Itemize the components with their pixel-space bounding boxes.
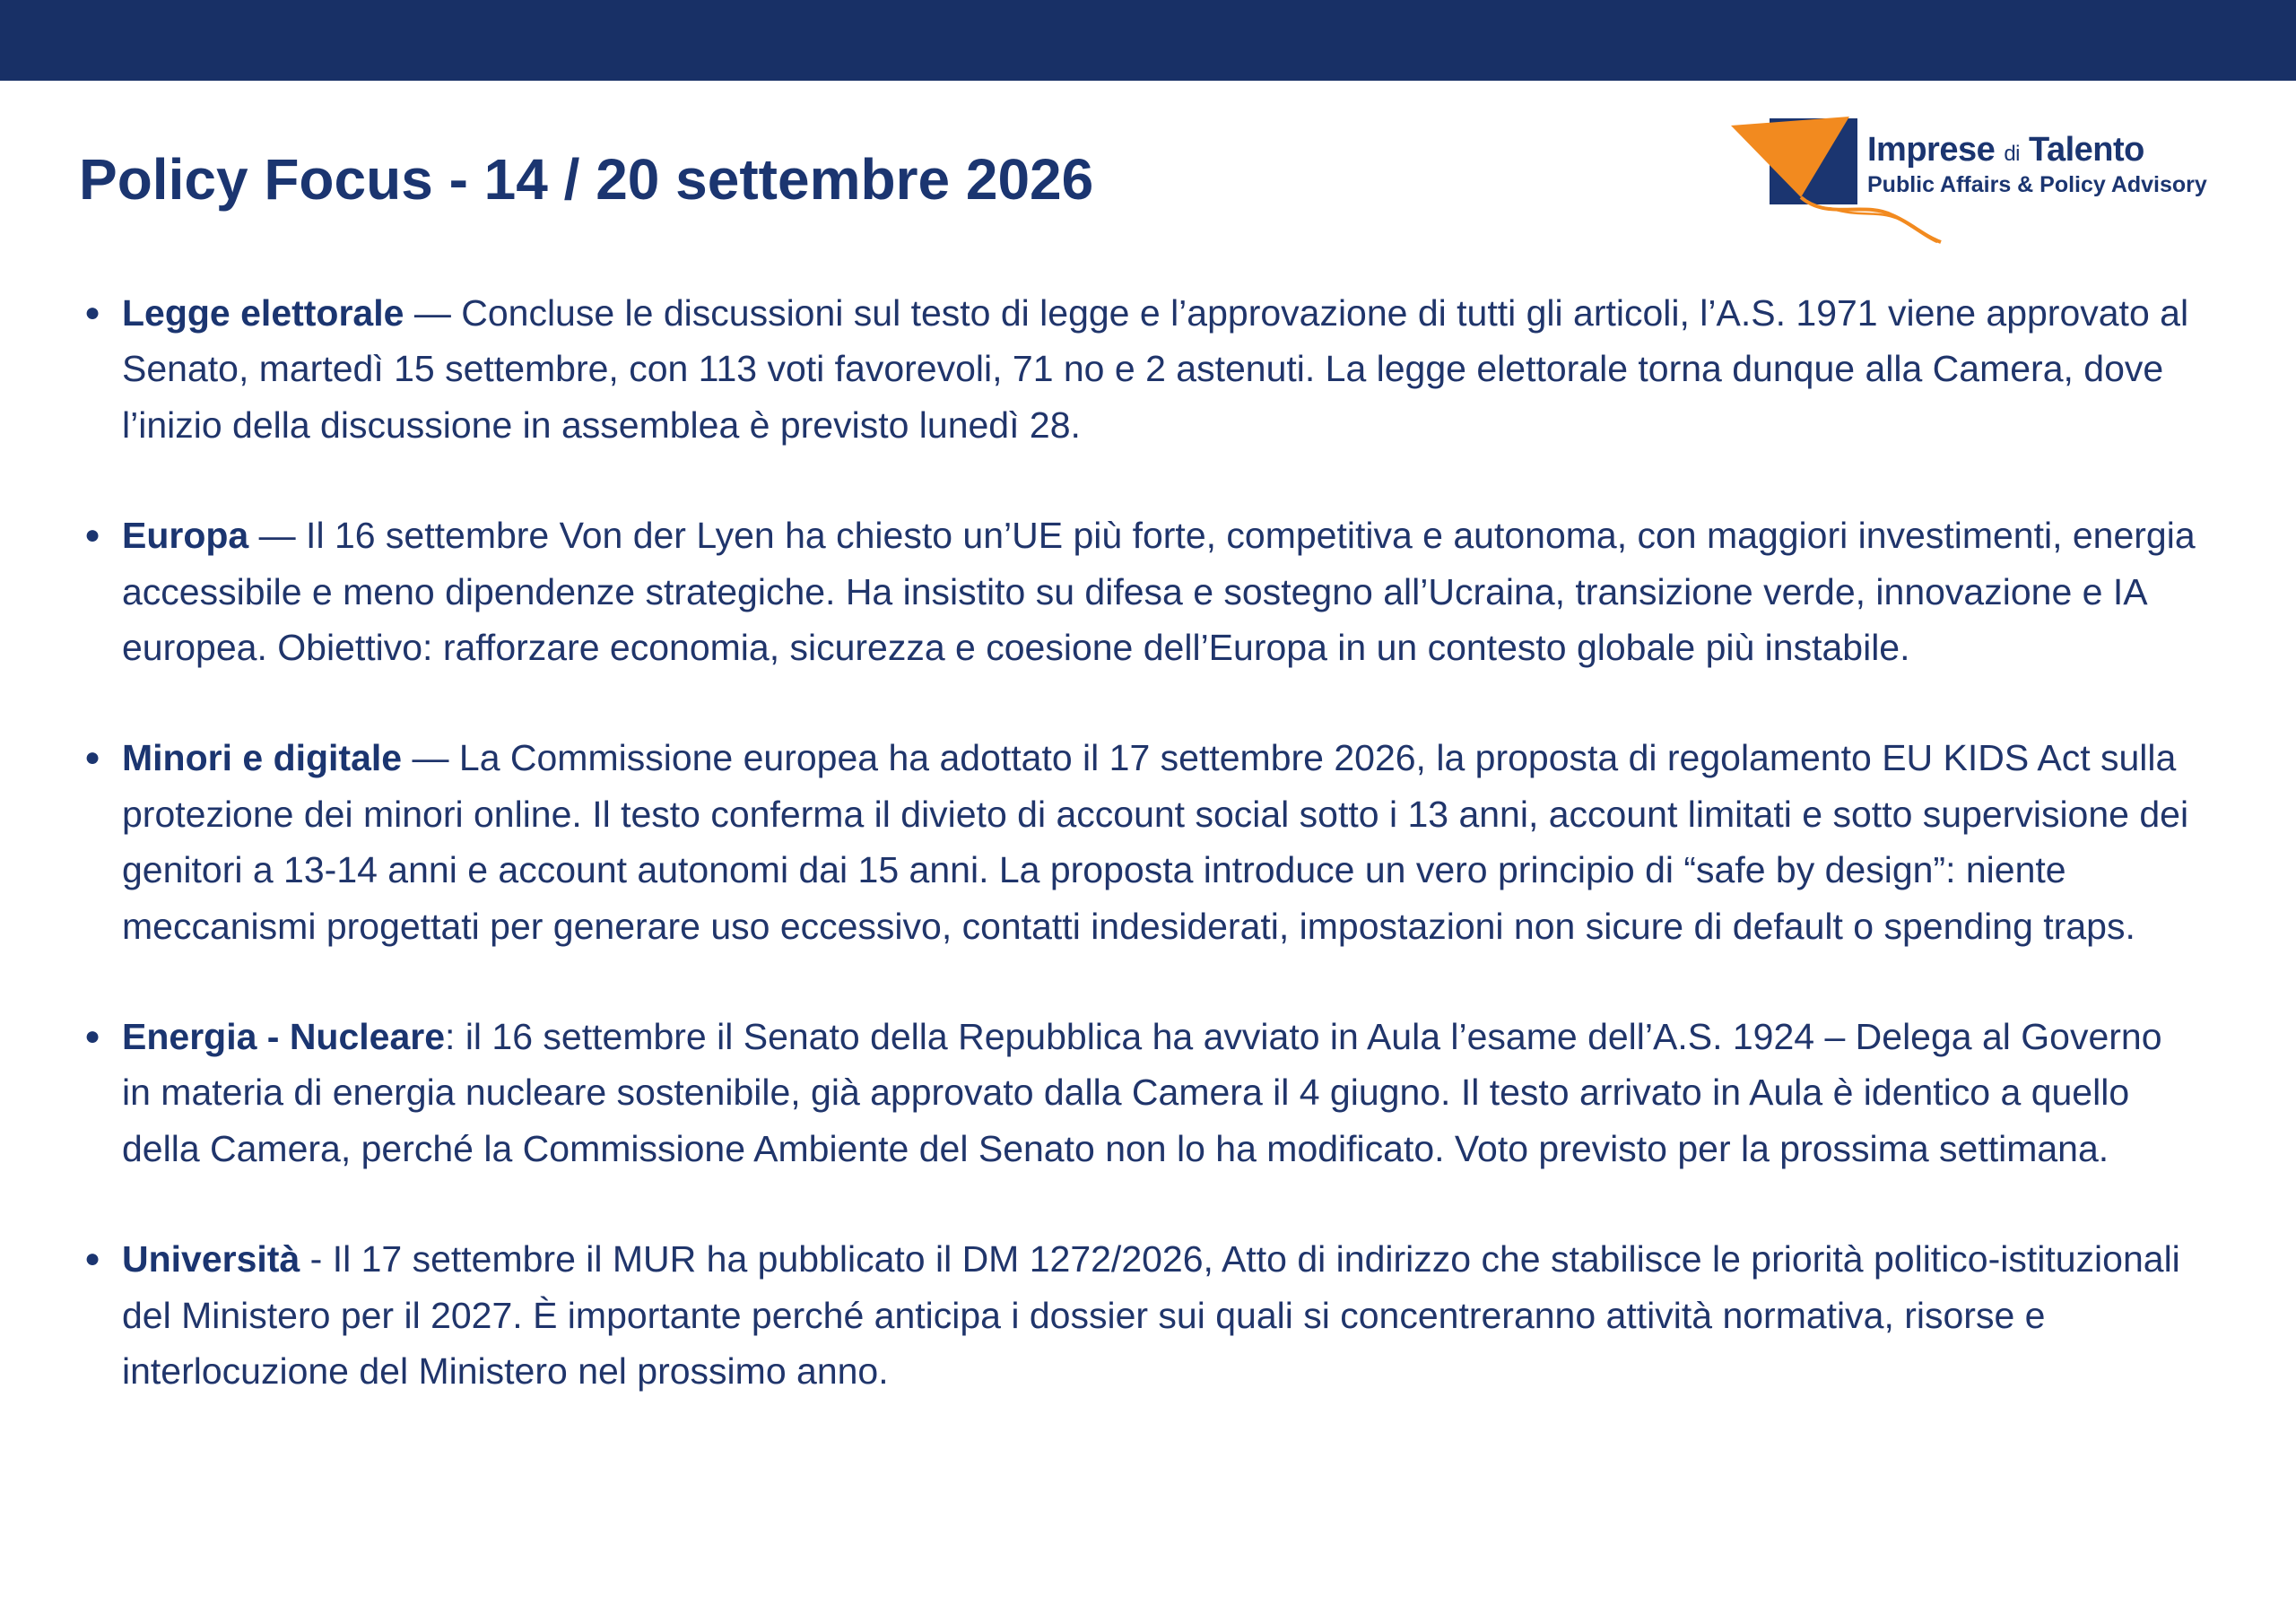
logo-tagline: Public Affairs & Policy Advisory <box>1867 172 2207 197</box>
top-bar <box>0 0 2296 81</box>
bullet-icon: ● <box>84 742 101 773</box>
item-separator: - <box>300 1238 333 1280</box>
bullet-icon: ● <box>84 1021 101 1052</box>
item-title: Europa <box>122 515 249 557</box>
item-separator: : <box>445 1016 465 1058</box>
policy-item-europa <box>79 508 2196 675</box>
item-text: Il 17 settembre il MUR ha pubblicato il DM 1272/2026, Atto di indirizzo che stabilisce le priorità politico-istituzionali del Ministero per il 2027. È importante perché anticipa i dossier sui quali si concentreranno attività normativa, risorse e interlocuzione del Ministero nel prossimo anno. <box>122 1238 2180 1393</box>
item-title: Energia - Nucleare <box>122 1016 446 1058</box>
item-text: Concluse le discussioni sul testo di legge e l’approvazione di tutti gli articoli, l’A.S. 1971 viene approvato al Senato, martedì 15 settembre, con 113 voti favorevoli, 71 no e 2 astenuti. La legge elettorale torna dunque alla Camera, dove l’inizio della discussione in assemblea è previsto lunedì 28. <box>122 292 2189 446</box>
company-logo <box>1729 115 2231 249</box>
logo-name-part1: Imprese <box>1867 131 2005 169</box>
item-separator: — <box>248 515 307 557</box>
bullet-icon: ● <box>84 1244 101 1274</box>
item-separator: — <box>402 737 459 779</box>
item-text: La Commissione europea ha adottato il 17 settembre 2026, la proposta di regolamento EU KIDS Act sulla protezione dei minori online. Il testo conferma il divieto di account social sotto i 13 anni, account limitati e sotto supervisione dei genitori a 13-14 anni e account autonomi dai 15 anni. La proposta introduce un vero principio di “safe by design”: niente meccanismi progettati per generare uso eccessivo, contatti indesiderati, impostazioni non sicure di default o spending traps. <box>122 737 2189 947</box>
logo-name <box>1867 131 2144 169</box>
policy-item-minori-digitale <box>79 730 2196 954</box>
policy-list <box>79 285 2196 1454</box>
item-text: Il 16 settembre Von der Lyen ha chiesto un’UE più forte, competitiva e autonoma, con maggiori investimenti, energia accessibile e meno dipendenze strategiche. Ha insistito su difesa e sostegno all’Ucraina, transizione verde, innovazione e IA europea. Obiettivo: rafforzare economia, sicurezza e coesione dell’Europa in un contesto globale più instabile. <box>122 515 2196 669</box>
page-title: Policy Focus - 14 / 20 settembre 2026 <box>79 147 1094 212</box>
bullet-icon: ● <box>84 520 101 551</box>
policy-item-legge-elettorale <box>79 285 2196 453</box>
item-title: Legge elettorale <box>122 292 404 334</box>
item-separator: — <box>404 292 462 334</box>
policy-item-energia-nucleare <box>79 1009 2196 1176</box>
item-title: Minori e digitale <box>122 737 403 779</box>
logo-name-part2: Talento <box>2020 131 2144 169</box>
logo-name-di: di <box>2004 142 2020 166</box>
policy-item-universita <box>79 1231 2196 1399</box>
bullet-icon: ● <box>84 298 101 327</box>
item-text: il 16 settembre il Senato della Repubblica ha avviato in Aula l’esame dell’A.S. 1924 – Delega al Governo in materia di energia nucleare sostenibile, già approvato dalla Camera il 4 giugno. Il testo arrivato in Aula è identico a quello della Camera, perché la Commissione Ambiente del Senato non lo ha modificato. Voto previsto per la prossima settimana. <box>122 1016 2162 1169</box>
item-title: Università <box>122 1238 300 1280</box>
